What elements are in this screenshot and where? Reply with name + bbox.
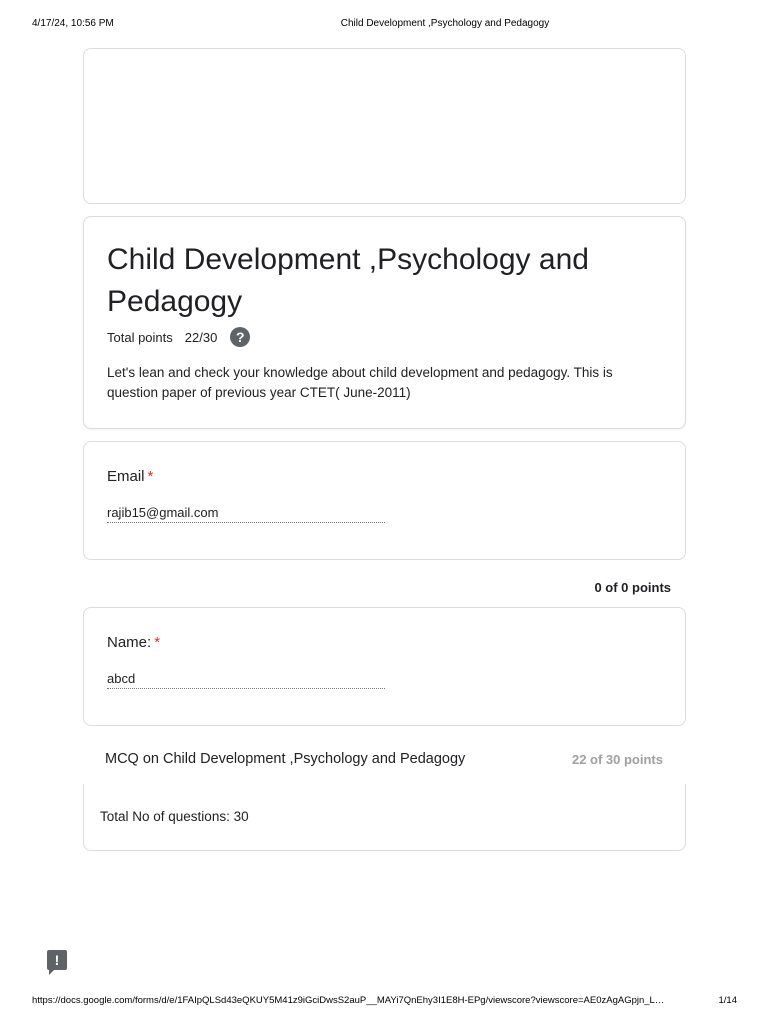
required-mark: *: [154, 634, 161, 651]
total-points-label: Total points: [107, 329, 173, 345]
email-answer: rajib15@gmail.com: [107, 505, 385, 523]
section-title: MCQ on Child Development ,Psychology and Pedagogy: [105, 751, 466, 767]
email-question-card: [83, 441, 686, 560]
print-doc-title: Child Development ,Psychology and Pedagogy: [340, 18, 550, 29]
name-question-card: [83, 607, 686, 726]
print-footer: [0, 995, 768, 1009]
section-card: [83, 784, 686, 851]
section-description: Total No of questions: 30: [100, 809, 249, 824]
email-label-text: Email: [107, 468, 145, 485]
name-answer: abcd: [107, 671, 385, 689]
form-title: Child Development ,Psychology and Pedagogy: [107, 243, 589, 318]
print-datetime: 4/17/24, 10:56 PM: [32, 18, 114, 29]
name-label: [107, 634, 160, 651]
help-icon[interactable]: ?: [230, 327, 250, 347]
section-points: 22 of 30 points: [571, 752, 663, 767]
points-summary: 0 of 0 points: [594, 580, 671, 595]
name-label-text: Name:: [107, 634, 152, 651]
required-mark: *: [147, 468, 154, 485]
total-points: [107, 325, 250, 349]
print-header: [0, 18, 768, 32]
print-url: https://docs.google.com/forms/d/e/1FAIpQLSd43eQKUY5M41z9iGciDwsS2auP__MAYi7QnEhy3I1E8H-EPg/viewscore?viewscore=AE0zAgAGpjn_L…: [32, 995, 665, 1006]
form-header-card: [83, 216, 686, 429]
form-description: Let's lean and check your knowledge about child development and pedagogy. This is question paper of previous year CTET( June-2011): [107, 365, 613, 400]
feedback-icon[interactable]: !: [47, 950, 67, 970]
total-points-value: 22/30: [184, 329, 218, 345]
email-label: [107, 468, 153, 485]
header-banner: [83, 48, 686, 204]
page-number: 1/14: [718, 995, 737, 1006]
